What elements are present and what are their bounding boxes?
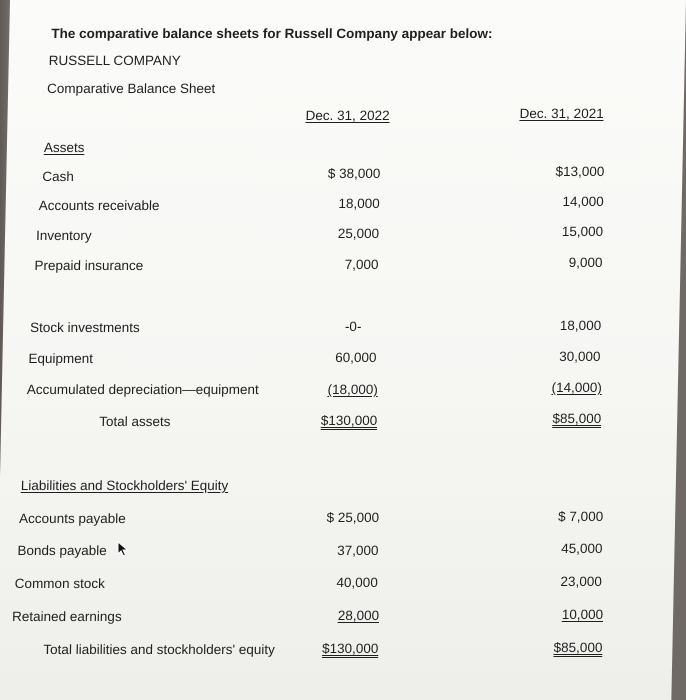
total-liabilities-equity-2022: $130,000 [321,641,379,656]
row-label-retained-earnings: Retained earnings [11,609,122,624]
total-assets-2021: $85,000 [552,411,602,426]
prepaid-insurance-2021: 9,000 [568,255,603,270]
cash-2022: $ 38,000 [327,166,381,181]
row-label-accumulated-depreciation: Accumulated depreciation—equipment [26,382,259,397]
total-liabilities-equity-2021: $85,000 [553,640,603,655]
accumulated-depreciation-2022: (18,000) [327,382,378,397]
liabilities-heading: Liabilities and Stockholders' Equity [20,478,229,493]
row-label-accounts-receivable: Accounts receivable [38,198,160,213]
stock-investments-2021: 18,000 [559,318,602,333]
accounts-receivable-2021: 14,000 [562,194,604,209]
row-label-equipment: Equipment [28,351,94,366]
total-assets-label: Total assets [99,414,171,429]
total-liabilities-equity-label: Total liabilities and stockholders' equity [43,642,276,657]
assets-heading: Assets [43,140,85,155]
row-label-cash: Cash [42,169,74,184]
accounts-payable-2021: $ 7,000 [557,509,604,524]
retained-earnings-2021: 10,000 [561,607,604,622]
intro-text: The comparative balance sheets for Russell Company appear below: [51,26,493,41]
inventory-2021: 15,000 [561,224,604,239]
stock-investments-2022: -0- [344,319,362,334]
row-label-bonds-payable: Bonds payable [17,543,107,558]
row-label-accounts-payable: Accounts payable [18,511,126,526]
retained-earnings-2022: 28,000 [337,608,380,623]
row-label-inventory: Inventory [35,228,92,243]
bonds-payable-2021: 45,000 [561,541,603,556]
statement-title: Comparative Balance Sheet [46,81,216,96]
column-header-2021: Dec. 31, 2021 [519,106,604,121]
row-label-prepaid-insurance: Prepaid insurance [34,258,144,273]
common-stock-2021: 23,000 [560,574,602,589]
row-label-common-stock: Common stock [14,576,105,591]
accounts-payable-2022: $ 25,000 [326,510,380,525]
common-stock-2022: 40,000 [336,575,378,590]
cash-2021: $13,000 [555,164,605,179]
equipment-2021: 30,000 [559,349,601,364]
prepaid-insurance-2022: 7,000 [344,257,379,272]
accounts-receivable-2022: 18,000 [338,196,380,211]
equipment-2022: 60,000 [335,350,377,365]
accumulated-depreciation-2021: (14,000) [551,380,603,395]
inventory-2022: 25,000 [337,226,380,241]
total-assets-2022: $130,000 [320,413,378,428]
bonds-payable-2022: 37,000 [337,543,379,558]
mouse-cursor-icon [117,541,131,557]
column-header-2022: Dec. 31, 2022 [305,108,390,123]
company-name: RUSSELL COMPANY [48,53,181,68]
row-label-stock-investments: Stock investments [29,320,140,335]
